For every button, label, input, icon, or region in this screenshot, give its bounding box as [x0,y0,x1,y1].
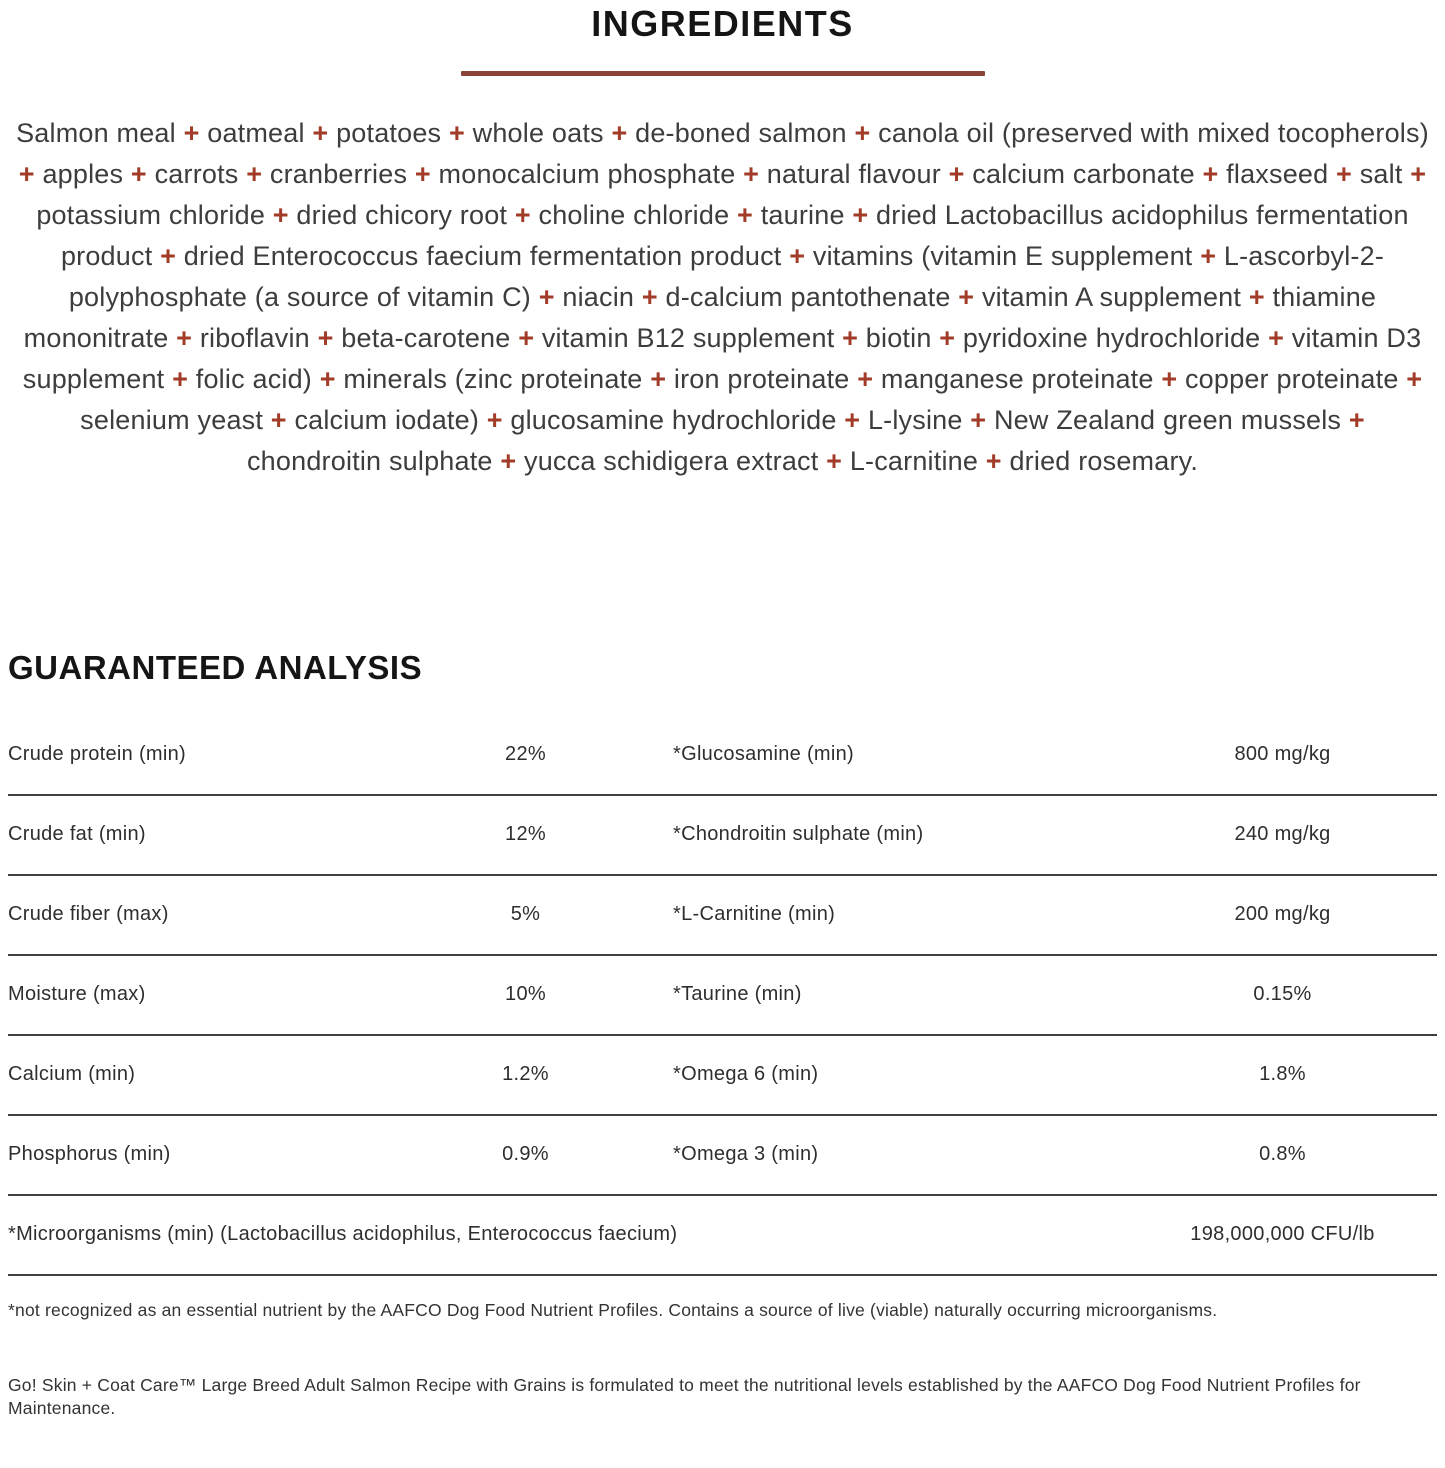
plus-separator: + [1268,322,1285,353]
plus-separator: + [18,158,35,189]
ingredient-item: calcium carbonate [972,158,1195,189]
ingredient-item: dried rosemary. [1009,445,1199,476]
ingredient-item: dried Lactobacillus acidophilus fermentation product [60,199,1409,271]
nutrient-label: *Omega 3 (min) [673,1143,819,1166]
ingredient-item: selenium yeast [80,404,264,435]
plus-separator: + [319,363,336,394]
nutrient-label: Crude fat (min) [8,823,146,846]
plus-separator: + [857,363,874,394]
ingredient-item: thiamine mononitrate [23,281,1377,353]
title-underline-rule [461,71,985,76]
plus-separator: + [312,117,329,148]
ingredient-item: potassium chloride [36,199,266,230]
ingredient-item: vitamin D3 supplement [22,322,1422,394]
ingredient-item: cranberries [269,158,408,189]
analysis-row [8,1036,1437,1116]
guaranteed-analysis-title: GUARANTEED ANALYSIS [8,648,423,686]
analysis-row [8,716,1437,796]
ingredient-item: dried chicory root [296,199,508,230]
plus-separator: + [1348,404,1365,435]
guaranteed-analysis-table [8,716,1437,1276]
ingredient-item: chondroitin sulphate [246,445,493,476]
ingredient-item: whole oats [472,117,604,148]
plus-separator: + [948,158,965,189]
plus-separator: + [1248,281,1265,312]
ingredient-item: carrots [154,158,239,189]
footnote-aafco-nutrient: *not recognized as an essential nutrient by the AAFCO Dog Food Nutrient Profiles. Contains a source of live (viable) naturally occurring microorganisms. [8,1299,1218,1320]
ingredient-item: biotin [865,322,932,353]
ingredient-item: L-carnitine [849,445,979,476]
ingredient-item: calcium iodate) [294,404,480,435]
nutrient-label: Phosphorus (min) [8,1143,171,1166]
analysis-row [8,796,1437,876]
plus-separator: + [1202,158,1219,189]
ingredient-item: L-lysine [867,404,963,435]
plus-separator: + [939,322,956,353]
nutrient-label: *Taurine (min) [673,983,802,1006]
nutrient-value: 800 mg/kg [1234,743,1331,766]
nutrient-value: 10% [505,983,546,1006]
ingredient-item: salt [1359,158,1403,189]
plus-separator: + [130,158,147,189]
ingredient-item: yucca schidigera extract [524,445,819,476]
plus-separator: + [1161,363,1178,394]
analysis-row-microorganisms [8,1196,1437,1276]
nutrient-value: 0.8% [1259,1143,1306,1166]
footnote-formulation: Go! Skin + Coat Care™ Large Breed Adult Salmon Recipe with Grains is formulated to meet the nutritional levels established by the AAFCO Dog Food Nutrient Profiles for Maintenance. [8,1374,1361,1418]
nutrient-label: *L-Carnitine (min) [673,903,836,926]
plus-separator: + [500,445,517,476]
nutrient-value: 1.2% [502,1063,549,1086]
ingredient-item: iron proteinate [673,363,850,394]
nutrient-label: *Omega 6 (min) [673,1063,819,1086]
nutrient-value: 200 mg/kg [1234,903,1331,926]
nutrient-label: *Microorganisms (min) (Lactobacillus acidophilus, Enterococcus faecium) [8,1223,678,1246]
ingredient-item: riboflavin [199,322,310,353]
nutrient-label: Crude protein (min) [8,743,186,766]
ingredient-item: de-boned salmon [635,117,847,148]
nutrient-value: 1.8% [1259,1063,1306,1086]
plus-separator: + [514,199,531,230]
ingredients-header [0,0,1445,76]
plus-separator: + [852,199,869,230]
ingredient-item: niacin [562,281,635,312]
nutrient-value: 22% [505,743,546,766]
ingredient-item: canola oil (preserved with mixed tocopherols) [878,117,1429,148]
plus-separator: + [650,363,667,394]
ingredient-item: L-ascorbyl-2-polyphosphate (a source of vitamin C) [68,240,1385,312]
plus-separator: + [172,363,189,394]
plus-separator: + [1406,363,1423,394]
plus-separator: + [1336,158,1353,189]
ingredient-item: d-calcium pantothenate [665,281,951,312]
nutrient-value: 0.9% [502,1143,549,1166]
plus-separator: + [176,322,193,353]
ingredient-item: apples [42,158,124,189]
nutrient-label: *Chondroitin sulphate (min) [673,823,924,846]
ingredient-item: vitamins (vitamin E supplement [812,240,1193,271]
ingredient-item: monocalcium phosphate [438,158,736,189]
ingredient-item: dried Enterococcus faecium fermentation product [183,240,782,271]
plus-separator: + [826,445,843,476]
nutrient-value: 12% [505,823,546,846]
plus-separator: + [270,404,287,435]
ingredient-item: Salmon meal [16,117,176,148]
ingredient-item: oatmeal [207,117,305,148]
nutrient-label: Moisture (max) [8,983,146,1006]
nutrient-value: 198,000,000 CFU/lb [1190,1223,1375,1246]
ingredients-title: INGREDIENTS [591,3,854,44]
plus-separator: + [844,404,861,435]
ingredient-item: taurine [760,199,845,230]
analysis-row [8,876,1437,956]
analysis-row [8,956,1437,1036]
ingredient-item: glucosamine hydrochloride [510,404,837,435]
plus-separator: + [970,404,987,435]
plus-separator: + [842,322,859,353]
plus-separator: + [985,445,1002,476]
plus-separator: + [789,240,806,271]
plus-separator: + [958,281,975,312]
ingredient-item: vitamin A supplement [981,281,1242,312]
plus-separator: + [737,199,753,230]
plus-separator: + [272,199,289,230]
plus-separator: + [317,322,334,353]
plus-separator: + [414,158,431,189]
ingredient-item: flaxseed [1226,158,1329,189]
plus-separator: + [538,281,555,312]
ingredient-item: choline chloride [538,199,730,230]
nutrient-value: 0.15% [1253,983,1312,1006]
ingredient-item: copper proteinate [1184,363,1399,394]
ingredient-item: vitamin B12 supplement [541,322,835,353]
plus-separator: + [1410,158,1427,189]
plus-separator: + [1200,240,1217,271]
nutrient-value: 240 mg/kg [1234,823,1331,846]
plus-separator: + [486,404,503,435]
plus-separator: + [743,158,760,189]
nutrient-value: 5% [510,903,541,926]
ingredient-item: minerals (zinc proteinate [343,363,643,394]
nutrient-label: Calcium (min) [8,1063,136,1086]
analysis-row [8,1116,1437,1196]
plus-separator: + [160,240,177,271]
ingredient-item: New Zealand green mussels [993,404,1342,435]
nutrient-label: *Glucosamine (min) [673,743,855,766]
ingredient-item: beta-carotene [341,322,511,353]
plus-separator: + [183,117,200,148]
plus-separator: + [641,281,658,312]
nutrient-label: Crude fiber (max) [8,903,169,926]
plus-separator: + [611,117,628,148]
ingredients-text [14,113,1431,482]
plus-separator: + [246,158,263,189]
ingredient-item: manganese proteinate [880,363,1154,394]
plus-separator: + [518,322,535,353]
ingredient-item: folic acid) [195,363,313,394]
ingredient-item: pyridoxine hydrochloride [962,322,1261,353]
plus-separator: + [448,117,465,148]
ingredient-item: potatoes [336,117,442,148]
plus-separator: + [854,117,871,148]
ingredient-item: natural flavour [766,158,941,189]
